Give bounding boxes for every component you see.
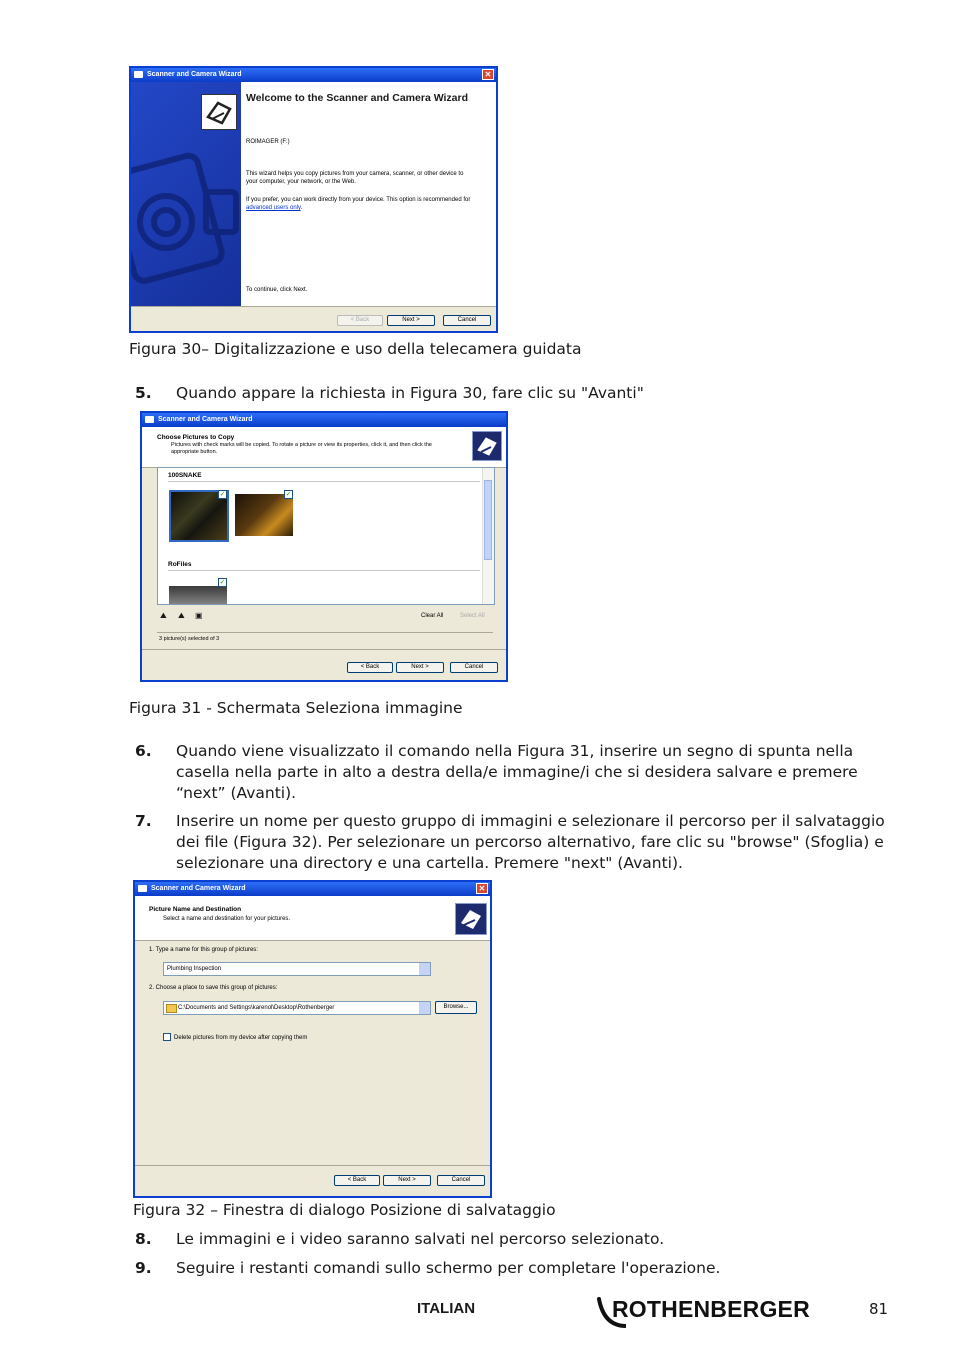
back-button[interactable]: < Back [334,1175,380,1186]
chevron-down-icon[interactable] [419,1002,430,1014]
fig30-device-name: ROIMAGER (F:) [246,139,290,145]
fig31-title-bar [142,413,506,427]
fig30-window-title: Scanner and Camera Wizard [147,71,242,78]
fig30-wizard-window [129,66,498,333]
scanner-app-icon [138,885,147,892]
back-button[interactable]: < Back [347,662,393,673]
next-button[interactable]: Next > [387,315,435,326]
fig32-heading: Picture Name and Destination [149,906,242,913]
scrollbar-thumb[interactable] [484,480,492,560]
footer-language: ITALIAN [417,1300,476,1317]
group-divider [168,481,480,482]
step-7-text: Inserire un nome per questo gruppo di immagini e selezionare il percorso per il salvataggio dei file (Figura 32). Per selezionare un percorso alternativo, fare clic su "browse" (Sfoglia) e selezionare una directory e una cartella. Premere "next" (Avanti). [176,812,885,872]
destination-path-input[interactable] [163,1001,431,1015]
fig32-header-area [135,896,490,941]
chevron-down-icon[interactable] [419,963,430,975]
destination-path-value: C:\Documents and Settings\karenol\Desktop\Rothenberger [178,1005,335,1011]
fig31-button-separator [142,649,506,650]
step-6-number: 6. [135,742,152,760]
picture-checkbox[interactable]: ✓ [219,491,226,498]
fig32-subtext: Select a name and destination for your pictures. [163,916,291,922]
fig30-period: . [300,205,303,211]
fig30-heading: Welcome to the Scanner and Camera Wizard [246,92,469,104]
fig30-advanced-text [246,196,474,212]
fig31-wizard-window [140,411,508,682]
rotate-left-icon[interactable]: ⛰ [160,611,167,620]
group-label-rofiles: RoFiles [168,561,192,568]
fig32-window-title: Scanner and Camera Wizard [151,885,246,892]
browse-button[interactable]: Browse... [435,1001,477,1014]
step-5-number: 5. [135,384,152,402]
scanner-app-icon [134,71,143,78]
group-name-input[interactable] [163,962,431,976]
cancel-button[interactable]: Cancel [443,315,491,326]
fig30-intro-text: This wizard helps you copy pictures from your camera, scanner, or other device to your computer, your network, or the Web. [246,171,464,185]
step-5-text: Quando appare la richiesta in Figura 30, fare clic su "Avanti" [176,384,644,402]
picture-checkbox[interactable]: ✓ [285,491,292,498]
wizard-camera-icon [455,903,487,935]
picture-list[interactable] [157,467,495,605]
fig32-wizard-window [133,880,492,1198]
fig31-subtext: Pictures with check marks will be copied. To rotate a picture or view its properties, click it, and then click the appropriate button. [171,442,432,455]
step-8-text: Le immagini e i video saranno salvati nel percorso selezionato. [176,1230,665,1248]
name-field-label: 1. Type a name for this group of pictures: [149,947,258,953]
destination-field-label: 2. Choose a place to save this group of pictures: [149,985,278,991]
step-7-number: 7. [135,812,152,830]
delete-after-copy-checkbox[interactable] [163,1033,171,1041]
step-9-text: Seguire i restanti comandi sullo schermo per completare l'operazione. [176,1259,721,1277]
close-icon[interactable]: ✕ [482,69,494,80]
fig32-button-separator [135,1165,490,1166]
fig30-caption: Figura 30– Digitalizzazione e uso della telecamera guidata [129,340,582,358]
select-all-button[interactable]: Select All [460,613,485,619]
next-button[interactable]: Next > [396,662,444,673]
fig31-window-title: Scanner and Camera Wizard [158,416,253,423]
properties-icon[interactable]: ▣ [195,611,203,620]
brand-name: ROTHENBERGER [612,1296,810,1322]
fig32-caption: Figura 32 – Finestra di dialogo Posizione di salvataggio [133,1201,556,1219]
fig30-title-bar [131,68,496,82]
cancel-button[interactable]: Cancel [450,662,498,673]
fig30-continue-text: To continue, click Next. [246,287,308,293]
page-number: 81 [869,1300,889,1318]
cancel-button[interactable]: Cancel [437,1175,485,1186]
fig31-heading: Choose Pictures to Copy [157,434,235,441]
wizard-camera-icon [201,94,237,130]
step-9-number: 9. [135,1259,152,1277]
clear-all-button[interactable]: Clear All [421,613,444,619]
step-6-text: Quando viene visualizzato il comando nella Figura 31, inserire un segno di spunta nella casella nella parte in alto a destra della/e immagine/i che si desidera salvare e premere “next” (Avanti). [176,742,858,802]
rotate-right-icon[interactable]: ⛰ [178,611,185,620]
fig31-caption: Figura 31 - Schermata Seleziona immagine [129,699,463,717]
group-divider [168,570,480,571]
picture-checkbox[interactable]: ✓ [219,579,226,586]
wizard-camera-icon [472,431,502,461]
picture-thumbnail[interactable] [169,586,227,605]
fig31-progress-divider [157,632,493,633]
back-button[interactable]: < Back [337,315,383,326]
scanner-app-icon [145,416,154,423]
delete-after-copy-label: Delete pictures from my device after copying them [174,1035,308,1041]
fig30-advanced-prefix: If you prefer, you can work directly from your device. This option is recommended for [246,197,471,203]
step-8-number: 8. [135,1230,152,1248]
group-label-100snake: 100SNAKE [168,472,202,479]
fig30-button-separator [131,306,498,307]
fig30-content-area [241,82,496,306]
rothenberger-logo [596,1294,836,1330]
next-button[interactable]: Next > [383,1175,431,1186]
fig31-header-area [142,427,506,468]
selection-status: 3 picture(s) selected of 3 [159,636,220,642]
picture-thumbnail[interactable] [235,494,293,536]
fig32-title-bar [135,882,490,896]
advanced-users-link[interactable]: advanced users only [246,205,301,211]
group-name-value: Plumbing Inspection [167,966,222,972]
folder-icon [166,1004,177,1013]
close-icon[interactable]: ✕ [476,883,488,894]
list-scrollbar[interactable] [482,468,494,604]
